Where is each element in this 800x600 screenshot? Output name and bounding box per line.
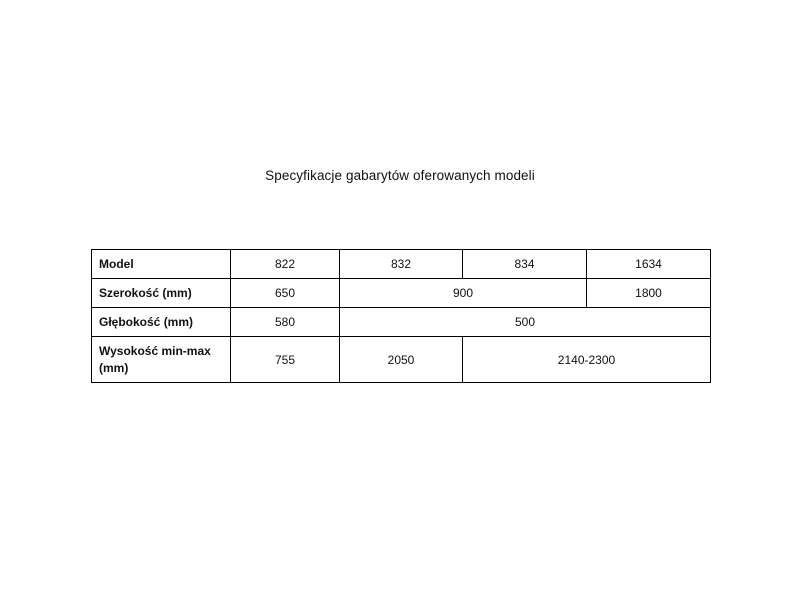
row-header-height: Wysokość min-max (mm) (92, 337, 231, 383)
document-title: Specyfikacje gabarytów oferowanych modeli (265, 168, 535, 183)
table-cell: 900 (340, 279, 587, 308)
row-header-depth: Głębokość (mm) (92, 308, 231, 337)
table-cell: 650 (231, 279, 340, 308)
table-cell: 1800 (587, 279, 711, 308)
table-row-width (92, 279, 711, 308)
row-header-model: Model (92, 250, 231, 279)
table-cell: 2050 (340, 337, 463, 383)
spec-table (91, 249, 711, 383)
row-header-width: Szerokość (mm) (92, 279, 231, 308)
table-cell: 580 (231, 308, 340, 337)
table-cell: 834 (463, 250, 587, 279)
table-row-height (92, 337, 711, 383)
table-cell: 2140-2300 (463, 337, 711, 383)
table-cell: 755 (231, 337, 340, 383)
table-cell: 1634 (587, 250, 711, 279)
table-cell: 500 (340, 308, 711, 337)
table-cell: 822 (231, 250, 340, 279)
table-cell: 832 (340, 250, 463, 279)
table-row-depth (92, 308, 711, 337)
table-row-model (92, 250, 711, 279)
